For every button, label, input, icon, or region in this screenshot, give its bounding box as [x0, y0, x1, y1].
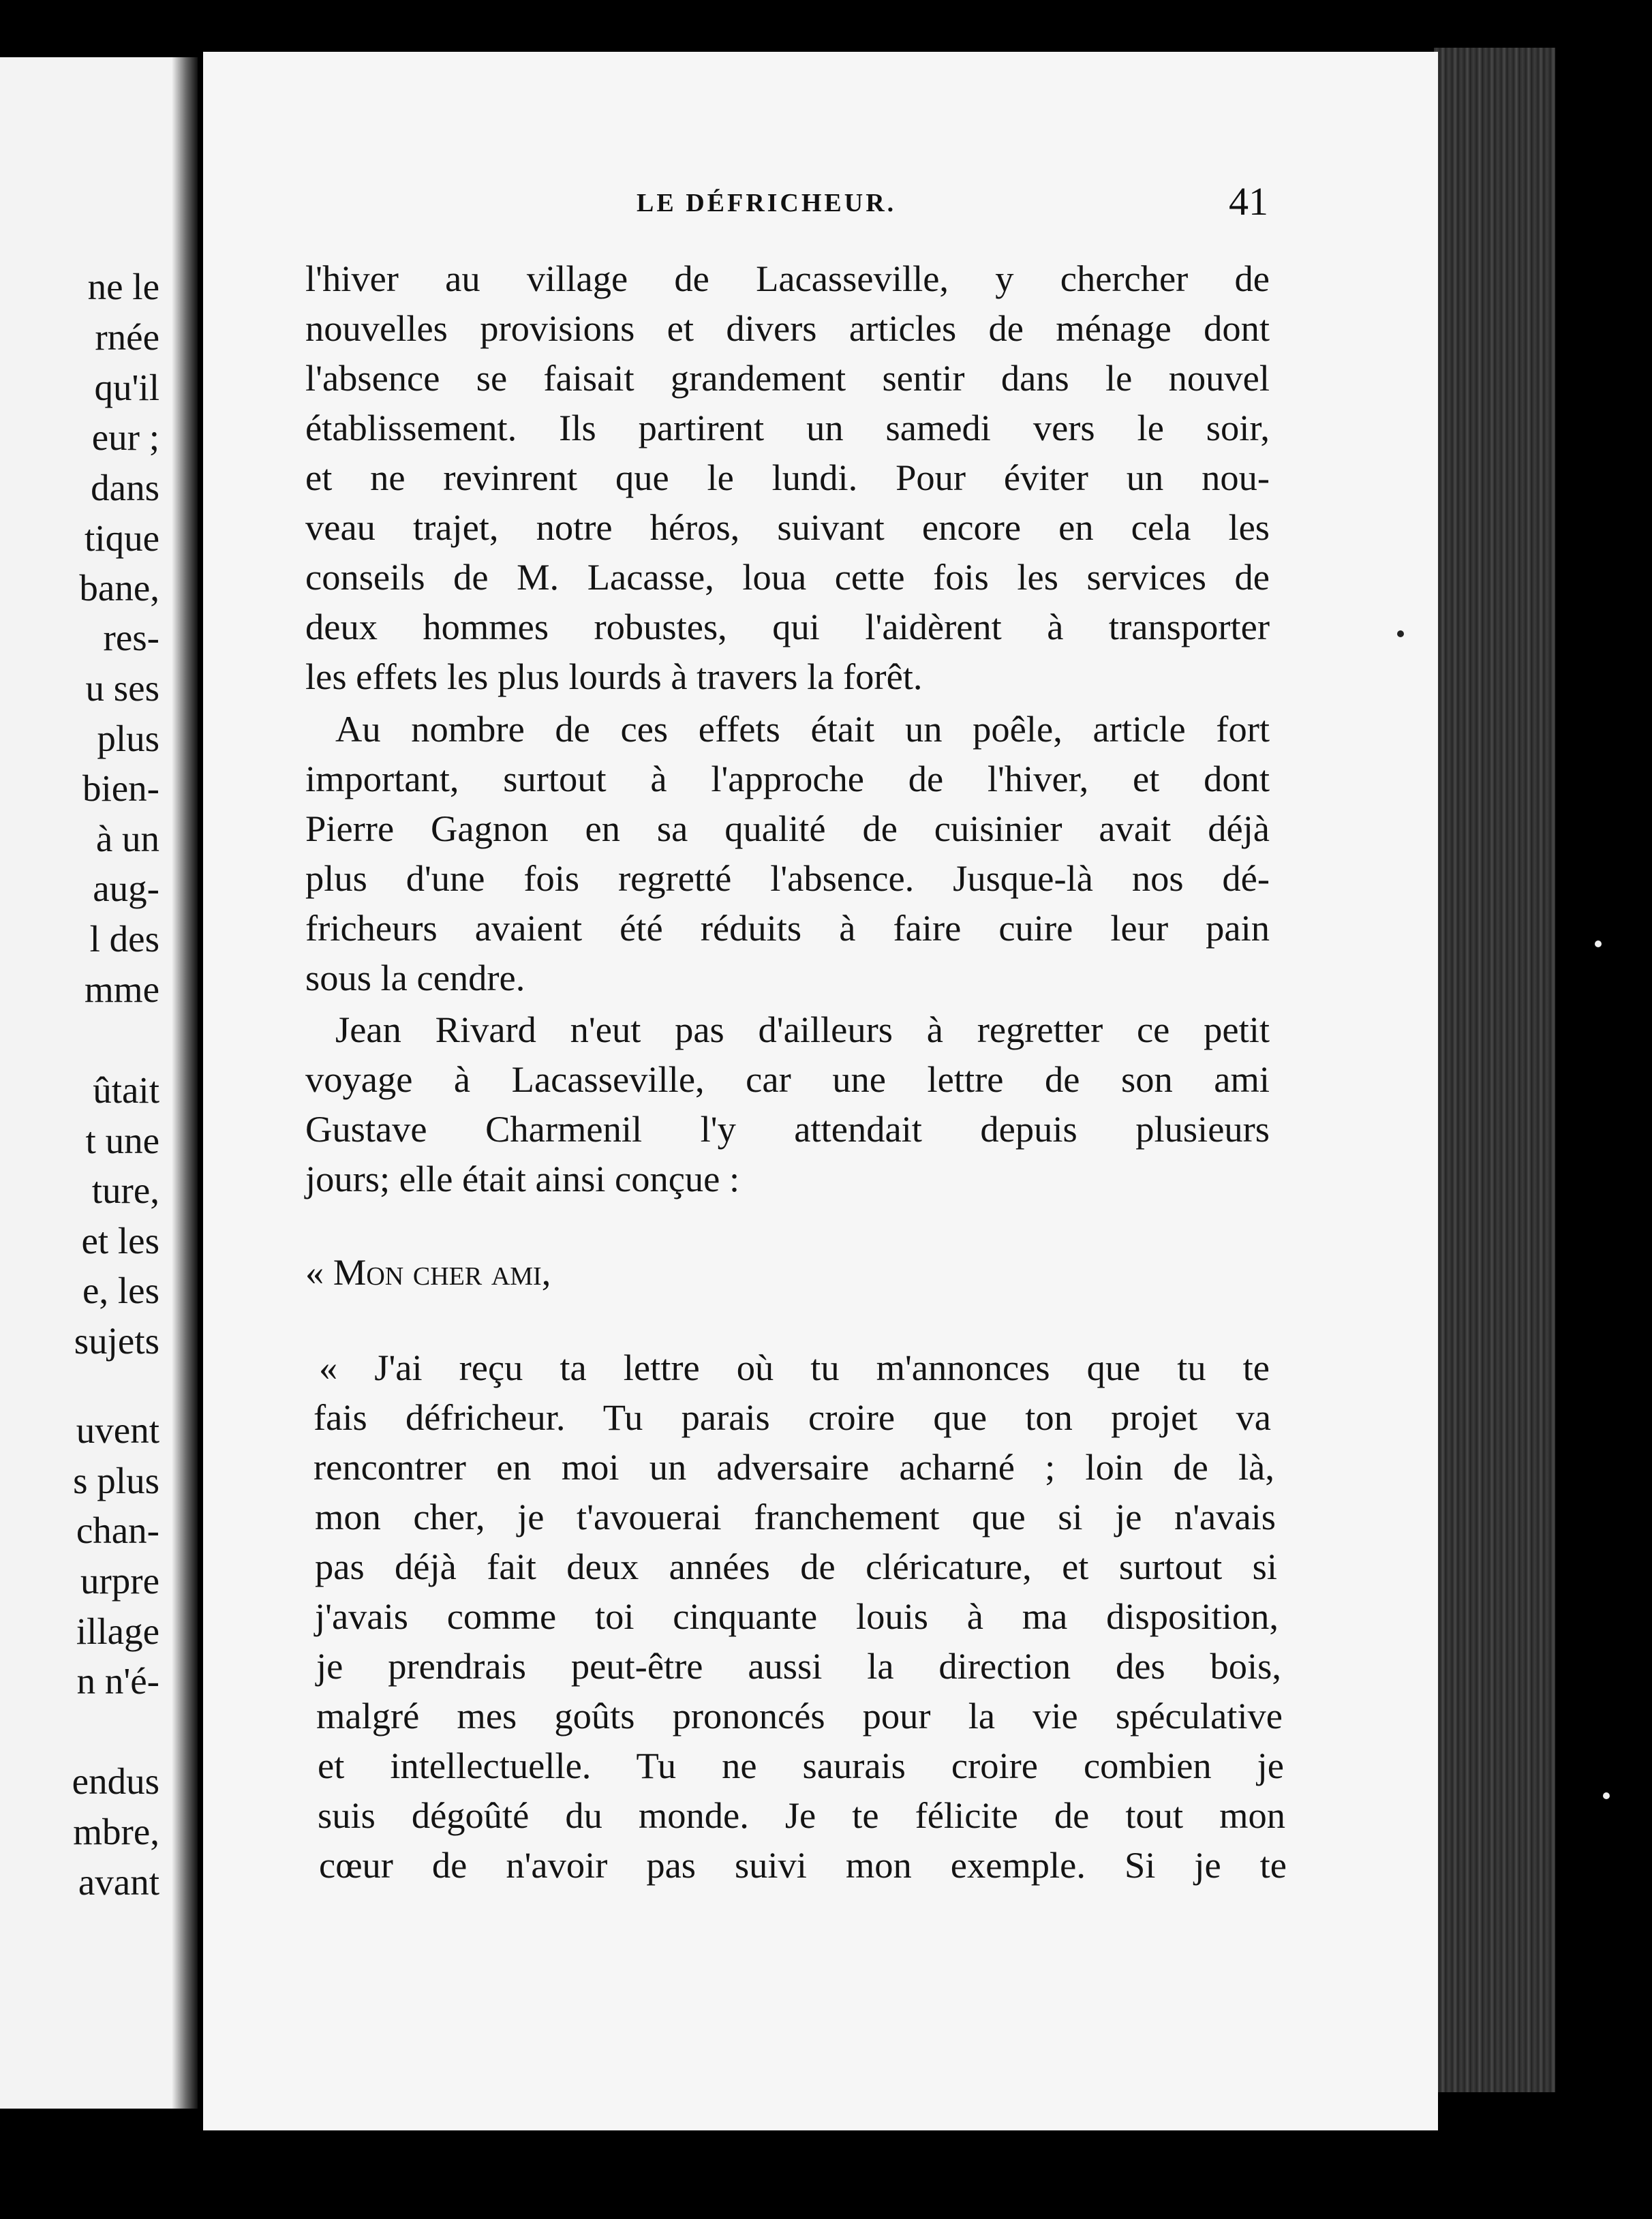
left-line-fragment: t une	[85, 1120, 159, 1161]
text-line: j'avais comme toi cinquante louis à ma disposition,	[315, 1595, 1279, 1637]
left-line-fragment: à un	[95, 818, 159, 859]
text-line: mon cher, je t'avouerai franchement que si je n'avais	[315, 1496, 1276, 1537]
left-line-fragment: eur ;	[91, 416, 159, 458]
current-page	[203, 52, 1438, 2130]
left-line-fragment: avant	[78, 1861, 159, 1903]
left-line-fragment: endus	[72, 1760, 159, 1802]
text-line: Au nombre de ces effets était un poêle, article fort	[335, 708, 1270, 750]
left-line-fragment: s plus	[73, 1460, 159, 1501]
left-line-fragment: ûtait	[93, 1069, 159, 1111]
text-line: cœur de n'avoir pas suivi mon exemple. Si je te	[319, 1844, 1287, 1886]
left-line-fragment: mme	[85, 968, 159, 1010]
left-line-fragment: qu'il	[94, 367, 159, 408]
text-line: plus d'une fois regretté l'absence. Jusque-là nos dé-	[305, 857, 1270, 899]
text-line: jours; elle était ainsi conçue :	[305, 1158, 740, 1199]
text-line: nouvelles provisions et divers articles de ménage dont	[305, 307, 1270, 349]
scan-speck	[1397, 630, 1404, 637]
text-line: je prendrais peut-être aussi la direction des bois,	[316, 1645, 1281, 1687]
left-line-fragment: e, les	[82, 1270, 159, 1311]
left-line-fragment: bane,	[79, 567, 159, 609]
left-line-fragment: aug-	[93, 868, 159, 909]
left-line-fragment: bien-	[82, 767, 159, 809]
left-line-fragment: n n'é-	[76, 1660, 159, 1702]
text-line: fricheurs avaient été réduits à faire cuire leur pain	[305, 907, 1270, 949]
text-line: Pierre Gagnon en sa qualité de cuisinier avait déjà	[305, 808, 1270, 849]
text-line: veau trajet, notre héros, suivant encore en cela les	[305, 506, 1270, 548]
text-line: « J'ai reçu ta lettre où tu m'annonces que tu te	[319, 1347, 1270, 1388]
left-line-fragment: ture,	[91, 1169, 159, 1211]
previous-page	[0, 57, 198, 2109]
left-line-fragment: l des	[89, 918, 159, 960]
page-edges	[1434, 48, 1555, 2092]
text-line: Jean Rivard n'eut pas d'ailleurs à regretter ce petit	[335, 1009, 1270, 1050]
left-line-fragment: u ses	[85, 667, 159, 709]
left-line-fragment: dans	[91, 467, 159, 508]
text-line: fais défricheur. Tu parais croire que ton projet va	[313, 1396, 1271, 1438]
left-line-fragment: mbre,	[73, 1811, 159, 1852]
letter-salutation: « Mon cher ami,	[305, 1251, 551, 1293]
text-line: établissement. Ils partirent un samedi vers le soir,	[305, 407, 1270, 448]
text-line: et ne revinrent que le lundi. Pour éviter un nou-	[305, 457, 1270, 498]
text-line: suis dégoûté du monde. Je te félicite de tout mon	[318, 1794, 1285, 1836]
scan-speck	[1603, 1792, 1610, 1799]
left-line-fragment: chan-	[76, 1510, 159, 1551]
running-head: LE DÉFRICHEUR.	[637, 189, 897, 217]
text-line: l'hiver au village de Lacasseville, y chercher de	[305, 258, 1270, 299]
text-line: sous la cendre.	[305, 957, 525, 998]
left-line-fragment: uvent	[76, 1409, 159, 1451]
gutter-shadow	[172, 57, 198, 2109]
left-line-fragment: urpre	[80, 1560, 159, 1602]
text-line: malgré mes goûts prononcés pour la vie spéculative	[316, 1695, 1283, 1736]
text-line: conseils de M. Lacasse, loua cette fois les services de	[305, 556, 1270, 598]
text-line: l'absence se faisait grandement sentir dans le nouvel	[305, 357, 1270, 399]
text-line: voyage à Lacasseville, car une lettre de son ami	[305, 1058, 1270, 1100]
left-line-fragment: rnée	[95, 316, 159, 358]
text-line: et intellectuelle. Tu ne saurais croire combien je	[318, 1745, 1284, 1786]
scan-speck	[1595, 940, 1602, 947]
page-number: 41	[1229, 179, 1268, 224]
text-line: rencontrer en moi un adversaire acharné ; loin de là,	[313, 1446, 1274, 1488]
left-line-fragment: res-	[103, 617, 159, 658]
left-line-fragment: sujets	[74, 1320, 159, 1362]
text-line: deux hommes robustes, qui l'aidèrent à transporter	[305, 606, 1270, 647]
left-line-fragment: et les	[81, 1220, 159, 1261]
text-line: pas déjà fait deux années de cléricature, et surtout si	[315, 1546, 1277, 1587]
left-line-fragment: tique	[85, 517, 159, 559]
left-line-fragment: ne le	[87, 266, 159, 307]
left-line-fragment: illage	[76, 1610, 159, 1652]
text-line: les effets les plus lourds à travers la forêt.	[305, 656, 923, 697]
text-line: important, surtout à l'approche de l'hiver, et dont	[305, 758, 1270, 799]
text-line: Gustave Charmenil l'y attendait depuis plusieurs	[305, 1108, 1270, 1150]
left-line-fragment: plus	[97, 718, 159, 759]
